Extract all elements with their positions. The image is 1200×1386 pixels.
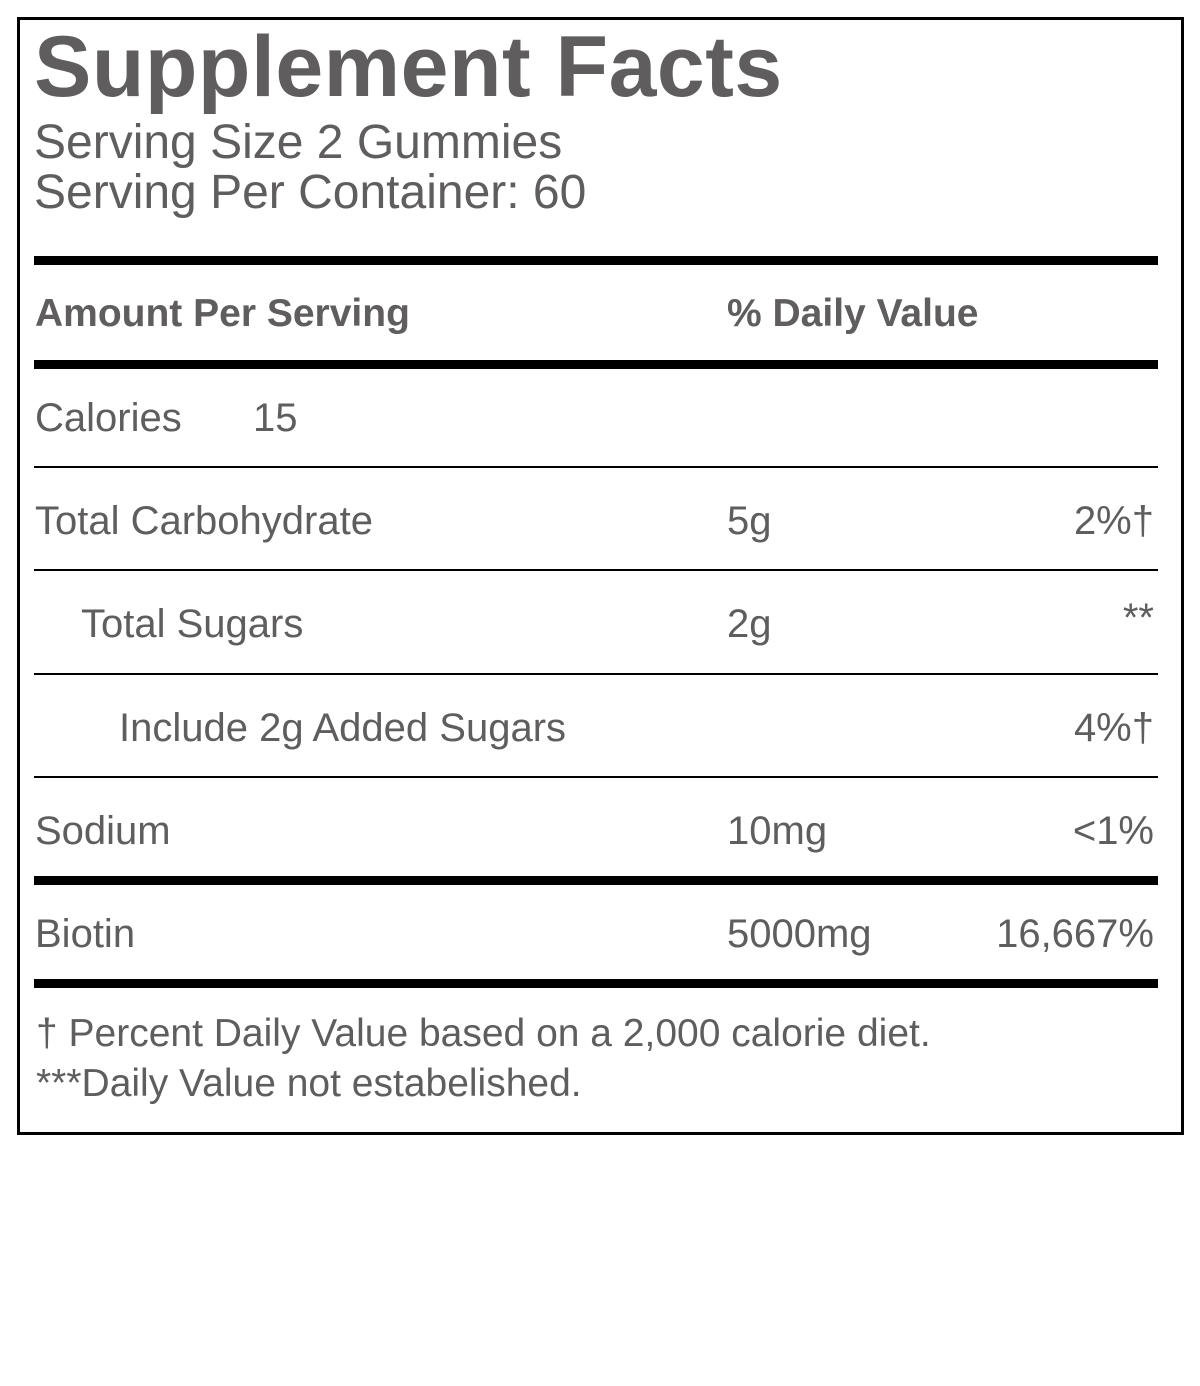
nutrient-amount: 2g [727, 602, 772, 646]
divider-thin [34, 776, 1158, 778]
nutrient-daily-value: 4%† [1073, 706, 1154, 750]
divider-thick [34, 256, 1158, 265]
divider-thick [34, 360, 1158, 369]
supplement-facts-panel [17, 17, 1184, 1135]
nutrient-name: Include 2g Added Sugars [119, 706, 567, 750]
nutrient-daily-value: 2%† [1073, 499, 1154, 543]
nutrient-daily-value: <1% [1072, 809, 1154, 853]
panel-title: Supplement Facts [34, 19, 783, 115]
divider-thin [34, 673, 1158, 675]
nutrient-name: Sodium [35, 809, 171, 853]
divider-thin [34, 466, 1158, 468]
divider-thick [34, 979, 1158, 988]
nutrient-daily-value: ** [1122, 596, 1154, 640]
daily-value-header: % Daily Value [727, 292, 979, 335]
nutrient-name: Biotin [35, 912, 136, 956]
nutrient-amount: 5000mg [727, 912, 872, 956]
serving-size: Serving Size 2 Gummies [34, 116, 563, 169]
calories-label: Calories [35, 396, 182, 440]
servings-per-container: Serving Per Container: 60 [34, 166, 587, 219]
divider-thick [34, 876, 1158, 885]
nutrient-name: Total Sugars [81, 602, 304, 646]
calories-value: 15 [253, 396, 298, 440]
footnote: † Percent Daily Value based on a 2,000 calorie diet. [36, 1012, 931, 1055]
nutrient-name: Total Carbohydrate [35, 499, 373, 543]
divider-thin [34, 569, 1158, 571]
amount-per-serving-header: Amount Per Serving [35, 292, 410, 335]
footnote: ***Daily Value not estabelished. [36, 1062, 582, 1105]
nutrient-amount: 10mg [727, 809, 828, 853]
nutrient-daily-value: 16,667% [996, 912, 1154, 956]
nutrient-amount: 5g [727, 499, 772, 543]
